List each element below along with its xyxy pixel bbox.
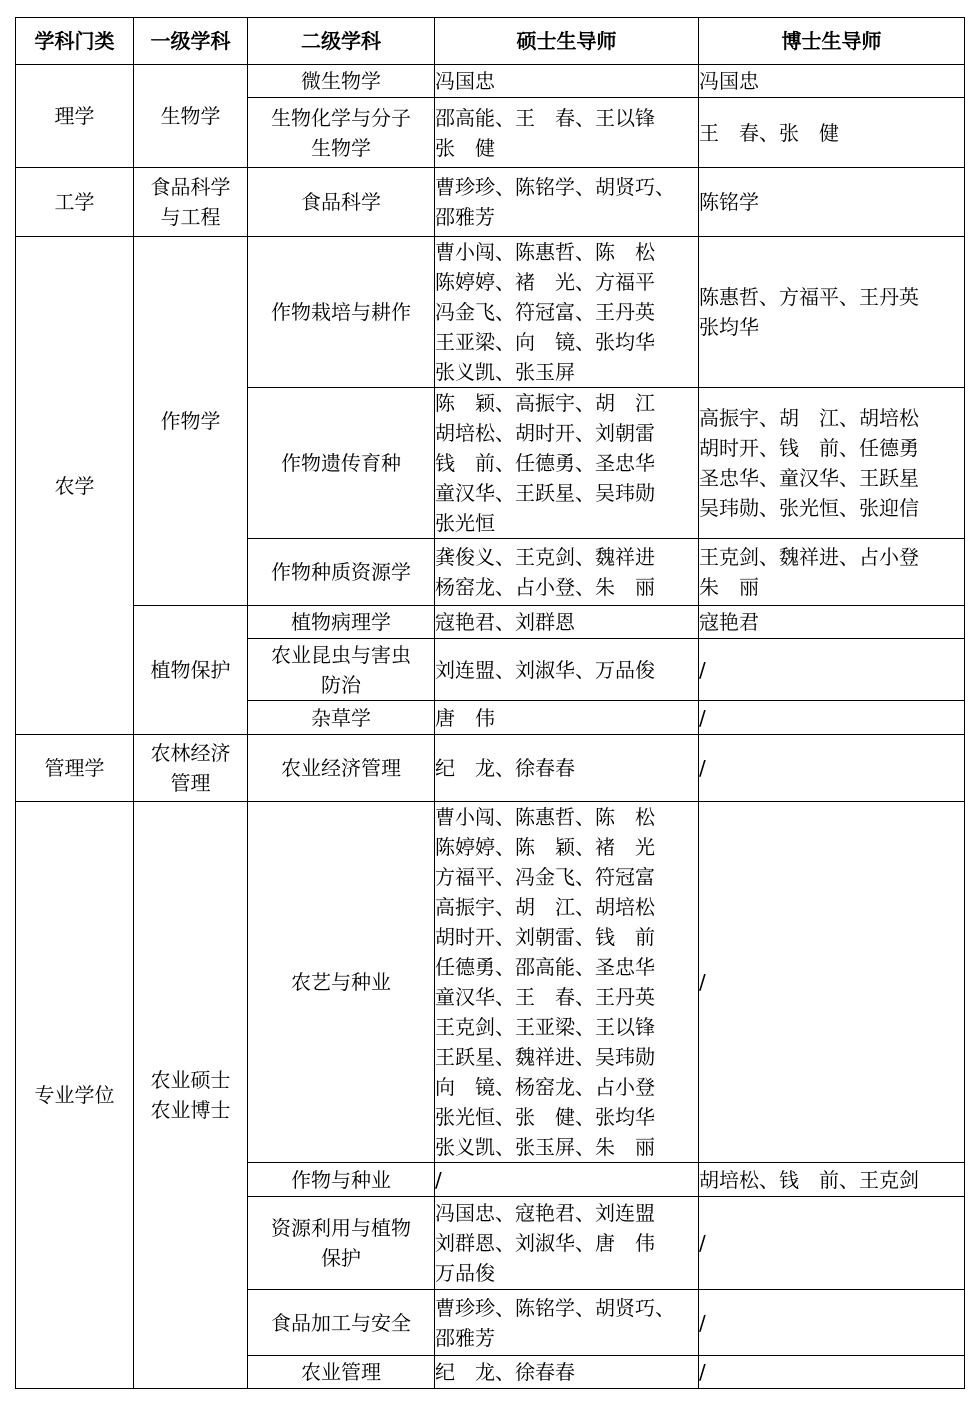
master-tutors: 唐 伟 <box>435 701 699 735</box>
header-row <box>16 18 965 65</box>
second-level-discipline: 生物化学与分子 生物学 <box>248 98 435 168</box>
doctoral-tutors: / <box>699 1356 965 1389</box>
first-level-discipline: 作物学 <box>134 237 248 606</box>
tutor-table <box>15 17 965 1389</box>
master-tutors: 曹珍珍、陈铭学、胡贤巧、 邵雅芳 <box>435 168 699 237</box>
master-tutors: 刘连盟、刘淑华、万品俊 <box>435 639 699 701</box>
table-row <box>16 606 965 639</box>
master-tutors: 冯国忠、寇艳君、刘连盟 刘群恩、刘淑华、唐 伟 万品俊 <box>435 1197 699 1290</box>
table-row <box>16 65 965 98</box>
master-tutors: 寇艳君、刘群恩 <box>435 606 699 639</box>
header-doctoral-tutors: 博士生导师 <box>699 18 965 65</box>
second-level-discipline: 农艺与种业 <box>248 802 435 1163</box>
first-level-discipline: 生物学 <box>134 65 248 168</box>
second-level-discipline: 杂草学 <box>248 701 435 735</box>
second-level-discipline: 作物栽培与耕作 <box>248 237 435 388</box>
doctoral-tutors: 王 春、张 健 <box>699 98 965 168</box>
second-level-discipline: 微生物学 <box>248 65 435 98</box>
doctoral-tutors: / <box>699 1290 965 1356</box>
master-tutors: 邵高能、王 春、王以锋 张 健 <box>435 98 699 168</box>
second-level-discipline: 食品科学 <box>248 168 435 237</box>
master-tutors: 曹小闯、陈惠哲、陈 松 陈婷婷、陈 颖、褚 光 方福平、冯金飞、符冠富 高振宇、胡 江、胡培松 胡时开、刘朝雷、钱 前 任德勇、邵高能、圣忠华 童汉华、王 春、王丹英 王克剑、王亚梁、王以锋 王跃星、魏祥进、吴玮勋 向 镜、杨窑龙、占小登 张光恒、张 健、张均华 张义凯、张玉屏、朱 丽 <box>435 802 699 1163</box>
header-first-level: 一级学科 <box>134 18 248 65</box>
master-tutors: 曹小闯、陈惠哲、陈 松 陈婷婷、褚 光、方福平 冯金飞、符冠富、王丹英 王亚梁、向 镜、张均华 张义凯、张玉屏 <box>435 237 699 388</box>
header-second-level: 二级学科 <box>248 18 435 65</box>
doctoral-tutors: 寇艳君 <box>699 606 965 639</box>
discipline-category: 管理学 <box>16 735 134 802</box>
master-tutors: 陈 颖、高振宇、胡 江 胡培松、胡时开、刘朝雷 钱 前、任德勇、圣忠华 童汉华、王跃星、吴玮勋 张光恒 <box>435 388 699 539</box>
doctoral-tutors: 陈惠哲、方福平、王丹英 张均华 <box>699 237 965 388</box>
second-level-discipline: 资源利用与植物 保护 <box>248 1197 435 1290</box>
master-tutors: 冯国忠 <box>435 65 699 98</box>
discipline-category: 理学 <box>16 65 134 168</box>
second-level-discipline: 农业管理 <box>248 1356 435 1389</box>
second-level-discipline: 植物病理学 <box>248 606 435 639</box>
doctoral-tutors: 王克剑、魏祥进、占小登 朱 丽 <box>699 539 965 606</box>
doctoral-tutors: / <box>699 802 965 1163</box>
second-level-discipline: 农业经济管理 <box>248 735 435 802</box>
master-tutors: / <box>435 1163 699 1197</box>
master-tutors: 纪 龙、徐春春 <box>435 735 699 802</box>
table-row <box>16 735 965 802</box>
first-level-discipline: 农业硕士 农业博士 <box>134 802 248 1389</box>
second-level-discipline: 农业昆虫与害虫 防治 <box>248 639 435 701</box>
master-tutors: 曹珍珍、陈铭学、胡贤巧、 邵雅芳 <box>435 1290 699 1356</box>
header-master-tutors: 硕士生导师 <box>435 18 699 65</box>
discipline-category: 工学 <box>16 168 134 237</box>
header-category: 学科门类 <box>16 18 134 65</box>
second-level-discipline: 作物种质资源学 <box>248 539 435 606</box>
table-row <box>16 237 965 388</box>
doctoral-tutors: 胡培松、钱 前、王克剑 <box>699 1163 965 1197</box>
second-level-discipline: 作物与种业 <box>248 1163 435 1197</box>
master-tutors: 纪 龙、徐春春 <box>435 1356 699 1389</box>
doctoral-tutors: 高振宇、胡 江、胡培松 胡时开、钱 前、任德勇 圣忠华、童汉华、王跃星 吴玮勋、张光恒、张迎信 <box>699 388 965 539</box>
doctoral-tutors: / <box>699 639 965 701</box>
master-tutors: 龚俊义、王克剑、魏祥进 杨窑龙、占小登、朱 丽 <box>435 539 699 606</box>
discipline-category: 专业学位 <box>16 802 134 1389</box>
doctoral-tutors: / <box>699 1197 965 1290</box>
second-level-discipline: 食品加工与安全 <box>248 1290 435 1356</box>
doctoral-tutors: 陈铭学 <box>699 168 965 237</box>
first-level-discipline: 植物保护 <box>134 606 248 735</box>
doctoral-tutors: / <box>699 701 965 735</box>
table-row <box>16 168 965 237</box>
doctoral-tutors: 冯国忠 <box>699 65 965 98</box>
second-level-discipline: 作物遗传育种 <box>248 388 435 539</box>
first-level-discipline: 食品科学 与工程 <box>134 168 248 237</box>
table-row <box>16 802 965 1163</box>
first-level-discipline: 农林经济 管理 <box>134 735 248 802</box>
discipline-category: 农学 <box>16 237 134 735</box>
doctoral-tutors: / <box>699 735 965 802</box>
